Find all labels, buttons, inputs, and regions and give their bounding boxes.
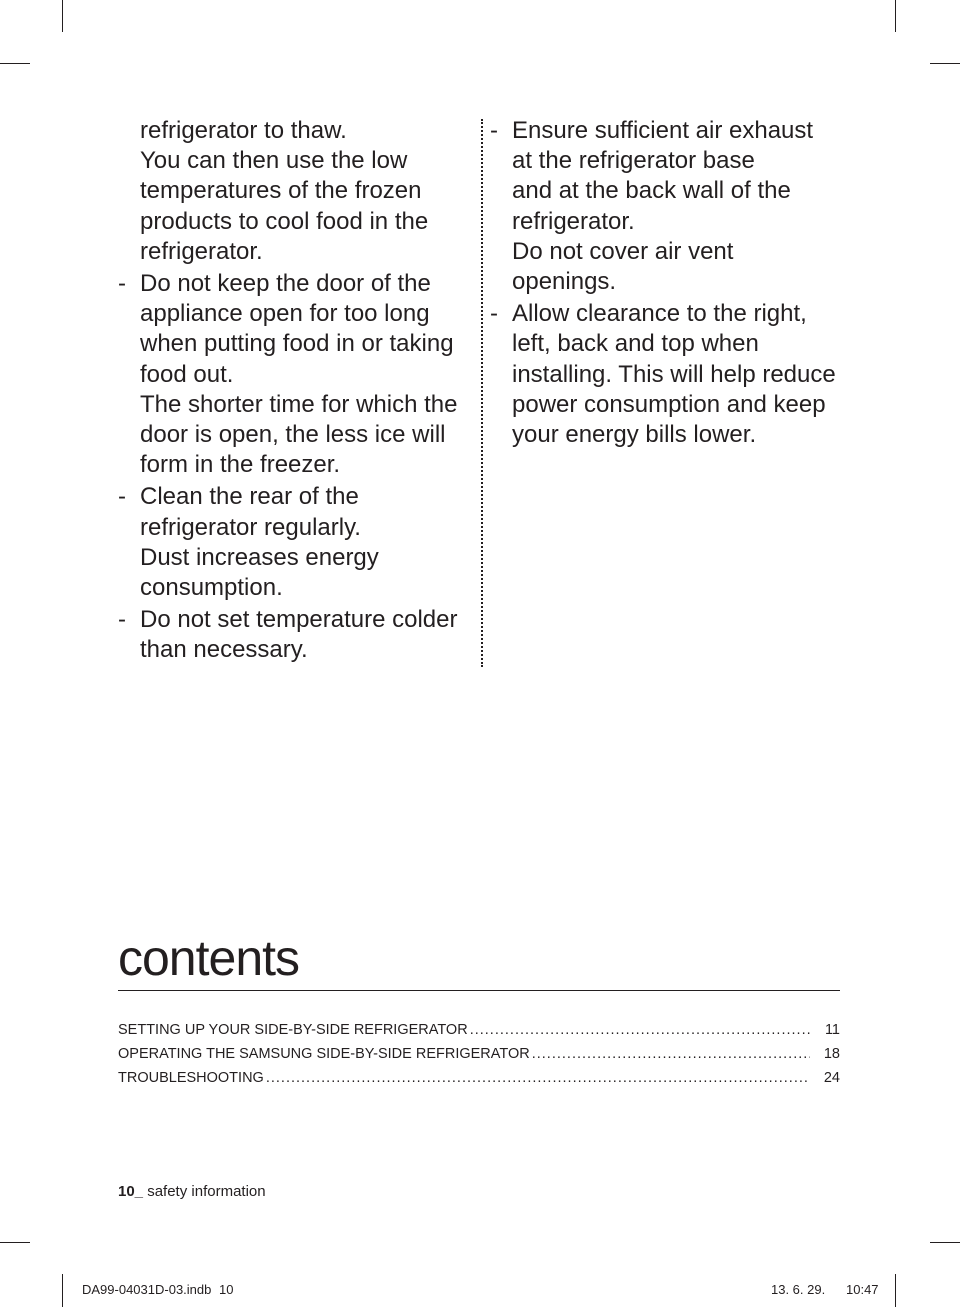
toc-entry-page: 18	[823, 1046, 840, 1062]
tip-line: consumption.	[140, 574, 283, 602]
right-column	[490, 116, 850, 450]
crop-mark-top-left-vertical	[62, 0, 63, 32]
intro-line: refrigerator.	[140, 237, 263, 265]
tip-line: your energy bills lower.	[512, 421, 757, 449]
intro-line: products to cool food in the	[140, 207, 429, 235]
toc-leader-dots	[470, 1021, 810, 1039]
left-column	[118, 116, 473, 666]
tip-clean-rear	[118, 482, 473, 603]
tip-line: at the refrigerator base	[512, 147, 755, 175]
crop-mark-bottom-left-horizontal	[0, 1242, 30, 1243]
tip-line: openings.	[512, 268, 617, 296]
tip-line: Clean the rear of the	[140, 483, 359, 511]
tip-line: Ensure sufficient air exhaust	[512, 117, 814, 144]
crop-mark-bottom-right-vertical	[895, 1274, 896, 1307]
tip-line: installing. This will help reduce	[512, 360, 836, 388]
slug-time: 10:47	[846, 1282, 879, 1297]
tip-line: refrigerator regularly.	[140, 513, 361, 541]
tip-door-open	[118, 269, 473, 480]
toc-entry[interactable]	[118, 1045, 840, 1063]
tip-line: Dust increases energy	[140, 543, 379, 571]
tip-line: when putting food in or taking	[140, 330, 454, 358]
tip-line: The shorter time for which the	[140, 390, 458, 418]
crop-mark-bottom-left-vertical	[62, 1274, 63, 1307]
slug-filename: DA99-04031D-03.indb	[82, 1282, 212, 1297]
tip-line: form in the freezer.	[140, 451, 341, 479]
slug-date: 13. 6. 29.	[771, 1282, 826, 1297]
toc-entry[interactable]	[118, 1069, 840, 1087]
tip-line: refrigerator.	[512, 207, 635, 235]
tip-line: left, back and top when	[512, 330, 759, 358]
crop-mark-top-left-horizontal	[0, 63, 30, 64]
contents-heading: contents	[118, 930, 300, 986]
tip-line: food out.	[140, 360, 234, 388]
crop-mark-top-right-horizontal	[930, 63, 960, 64]
page-number: 10_	[118, 1183, 144, 1200]
crop-mark-bottom-right-horizontal	[930, 1242, 960, 1243]
contents-rule	[118, 990, 840, 991]
toc-entry-page: 11	[824, 1022, 840, 1038]
tip-line: and at the back wall of the	[512, 177, 791, 205]
tip-line: appliance open for too long	[140, 300, 430, 328]
bullet-dash: -	[118, 270, 126, 298]
tip-line: Do not cover air vent	[512, 237, 734, 265]
tip-line: door is open, the less ice will	[140, 421, 446, 449]
toc-leader-dots	[532, 1045, 810, 1063]
intro-line: temperatures of the frozen	[140, 177, 422, 205]
tip-clearance	[490, 299, 850, 450]
tip-line: Do not keep the door of the	[140, 270, 431, 298]
slug-page: 10	[219, 1282, 234, 1297]
tip-air-exhaust	[490, 116, 850, 297]
intro-line: refrigerator to thaw.	[140, 117, 347, 144]
toc-entry-label: OPERATING THE SAMSUNG SIDE-BY-SIDE REFRIGERATOR	[118, 1046, 530, 1062]
bullet-dash: -	[490, 300, 498, 328]
toc-entry-label: TROUBLESHOOTING	[118, 1070, 264, 1086]
tip-line: than necessary.	[140, 636, 308, 664]
column-divider	[481, 119, 483, 667]
bullet-dash: -	[490, 117, 498, 144]
section-name: safety information	[147, 1183, 266, 1200]
toc-entry-label: SETTING UP YOUR SIDE-BY-SIDE REFRIGERATOR	[118, 1022, 468, 1038]
bullet-dash: -	[118, 483, 126, 511]
tip-line: Do not set temperature colder	[140, 606, 458, 634]
slug-file	[82, 1283, 233, 1297]
intro-paragraph	[118, 116, 473, 267]
toc-entry-page: 24	[823, 1070, 840, 1086]
bullet-dash: -	[118, 606, 126, 634]
tip-line: power consumption and keep	[512, 390, 826, 418]
intro-line: You can then use the low	[140, 147, 408, 175]
tip-line: Allow clearance to the right,	[512, 300, 807, 328]
crop-mark-top-right-vertical	[895, 0, 896, 32]
toc-leader-dots	[266, 1069, 810, 1087]
tip-temperature	[118, 605, 473, 665]
toc-entry[interactable]	[118, 1021, 840, 1039]
page-footer	[118, 1183, 266, 1201]
